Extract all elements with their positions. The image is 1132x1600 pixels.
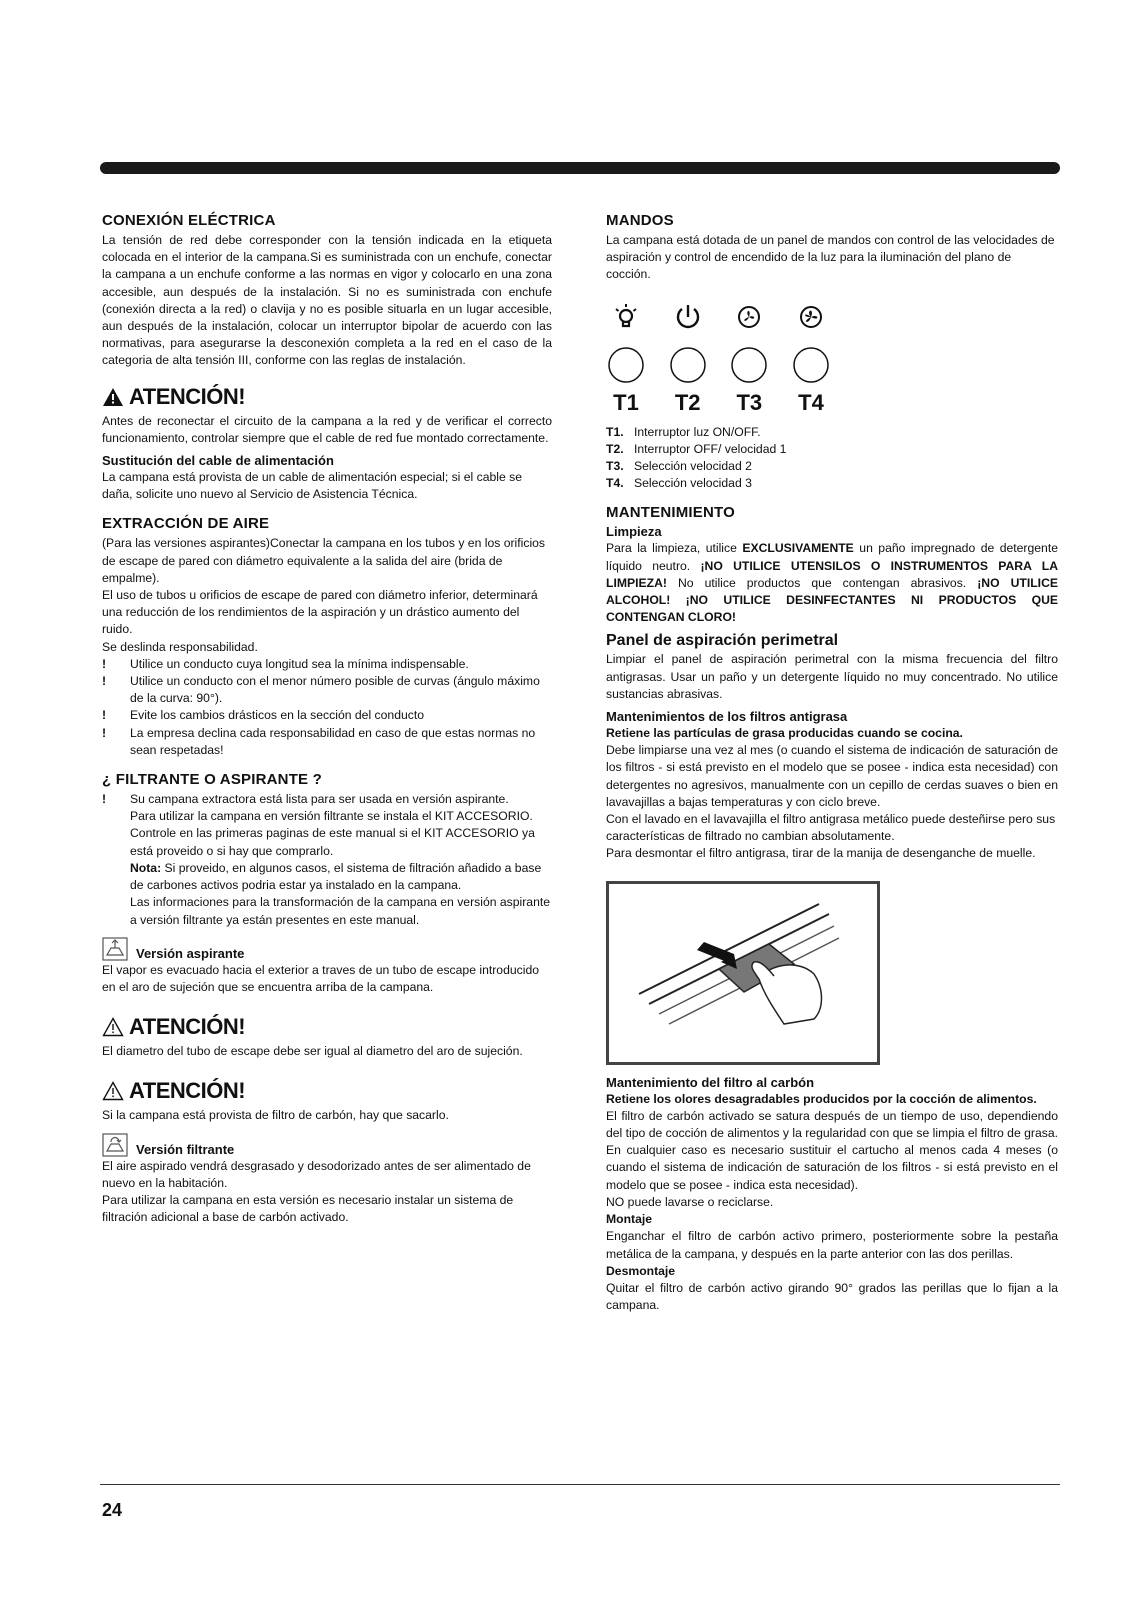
button-t4	[791, 345, 831, 385]
legend-text: Selección velocidad 3	[634, 476, 752, 491]
legend-item	[606, 441, 1058, 458]
nota-label: Nota:	[130, 860, 162, 875]
mandos-body: La campana está dotada de un panel de mandos con control de las velocidades de aspiración y control de encendido de la luz para la iluminación del plano de cocción.	[606, 233, 1055, 282]
extraccion-p2: El uso de tubos u orificios de escape de pared con diámetro inferior, determinará una reducción de los rendimientos de la aspiración y un drástico aumento del ruido.	[102, 588, 538, 637]
antigrasa-title: Mantenimientos de los filtros antigrasa	[606, 709, 848, 725]
label-t4: T4	[798, 389, 824, 415]
legend-key: T2.	[606, 441, 624, 456]
montaje-title: Montaje	[606, 1212, 653, 1227]
legend-text: Selección velocidad 2	[634, 459, 752, 474]
limpieza-body	[606, 540, 1058, 626]
carbon-sub: Retiene los olores desagradables producidos por la cocción de alimentos.	[606, 1091, 1037, 1106]
atencion3-body: Si la campana está provista de filtro de carbón, hay que sacarlo.	[102, 1108, 449, 1123]
legend-key: T4.	[606, 476, 624, 491]
power-icon	[673, 302, 703, 332]
limpieza-title: Limpieza	[606, 524, 662, 540]
button-t3	[729, 345, 769, 385]
warning-filled-icon	[102, 387, 124, 407]
antigrasa-p2: Con el lavado en el lavavajilla el filtro antigrasa metálico puede desteñirse pero sus características de filtrado no cambian absolutamente.	[606, 812, 1056, 844]
left-column	[102, 212, 552, 1226]
legend-item	[606, 458, 1058, 475]
filtrante-version-title: Versión filtrante	[136, 1141, 235, 1157]
section-title-mantenimiento: MANTENIMIENTO	[606, 504, 735, 522]
legend-text: Interruptor luz ON/OFF.	[634, 424, 761, 439]
filtrante-l3: Las informaciones para la transformación de la campana en versión aspirante a versión filtrante ya están presentes en este manual.	[130, 895, 551, 927]
limpieza-text-c: un paño impregnado de detergente líquido neutro.	[606, 541, 1058, 573]
carbon-p1: El filtro de carbón activado se satura después de un tiempo de uso, dependiendo del tipo de cocción de alimentos y la regularidad con que se limpia el filtro de grasa. En cualquier caso es necesario sustituir el cartucho al menos cada 4 meses (o cuando el sistema de indicación de saturación de los filtros - si está previsto en el modelo que se posee - indica esta necesidad).	[606, 1108, 1058, 1192]
warning-heading-2	[102, 1014, 552, 1040]
filter-removal-illustration	[606, 881, 880, 1065]
top-divider-bar	[100, 162, 1060, 174]
control-labels-row	[606, 390, 831, 416]
filtrante-l2: Controle en las primeras paginas de este manual si el KIT ACCESORIO ya está proveido o si hay que comprarlo.	[130, 826, 535, 858]
fan-speed-2-icon	[734, 302, 764, 332]
carbon-title: Mantenimiento del filtro al carbón	[606, 1074, 815, 1090]
warning-title-2: ATENCIÓN!	[129, 1014, 246, 1040]
legend-key: T1.	[606, 424, 624, 439]
control-icons-row	[606, 302, 831, 337]
label-t2: T2	[674, 389, 701, 415]
section-title-extraccion: EXTRACCIÓN DE AIRE	[102, 515, 270, 533]
fan-speed-3-icon	[796, 302, 826, 332]
filtrante-version-heading	[102, 1133, 552, 1157]
sustitucion-title: Sustitución del cable de alimentación	[102, 453, 334, 469]
list-item: ! Su campana extractora está lista para ser usada en versión aspirante.	[102, 791, 552, 808]
aspirante-body: El vapor es evacuado hacia el exterior a traves de un tubo de escape introducido en el aro de sujeción que se encuentra arriba de la campana.	[102, 962, 539, 994]
desmontaje-title: Desmontaje	[606, 1263, 676, 1278]
right-column	[606, 212, 1058, 1314]
filtrante-l1: Para utilizar la campana en versión filtrante se instala el KIT ACCESORIO.	[130, 809, 533, 824]
montaje-body: Enganchar el filtro de carbón activo primero, posteriormente sobre la pestaña metálica de la campana, y después en la parte anterior con las dos perillas.	[606, 1229, 1058, 1261]
desmontaje-body: Quitar el filtro de carbón activo girando 90° grados las perillas que lo fijan a la campana.	[606, 1280, 1058, 1313]
control-panel-diagram	[606, 302, 836, 416]
sustitucion-body: La campana está provista de un cable de alimentación especial; si el cable se daña, solicite uno nuevo al Servicio de Asistencia Técnica.	[102, 470, 523, 502]
nota-text: Si proveido, en algunos casos, el sistema de filtración añadido a base de carbones activos podria estar ya instalado en la campana.	[130, 860, 542, 893]
section-title-conexion: CONEXIÓN ELÉCTRICA	[102, 212, 276, 229]
filtrante-nota	[102, 860, 552, 894]
antigrasa-p3: Para desmontar el filtro antigrasa, tirar de la manija de desenganche de muelle.	[606, 846, 1036, 861]
warning-outline-icon	[102, 1017, 124, 1037]
extraccion-p3: Se deslinda responsabilidad.	[102, 639, 258, 654]
list-item: ! Utilice un conducto cuya longitud sea la mínima indispensable.	[102, 656, 552, 673]
warning-title-3: ATENCIÓN!	[129, 1078, 246, 1104]
atencion2-body: El diametro del tubo de escape debe ser igual al diametro del aro de sujeción.	[102, 1044, 523, 1059]
extraccion-p1: (Para las versiones aspirantes)Conectar la campana en los tubos y en los orificios de escape de pared con diámetro equivalente a la salida del aire (brida de empalme).	[102, 536, 546, 585]
button-t1	[606, 345, 646, 385]
warning-outline-icon	[102, 1081, 124, 1101]
antigrasa-p1: Debe limpiarse una vez al mes (o cuando el sistema de indicación de saturación de los filtros - si está previsto en el modelo que se posee - indica esta necesidad) con detergentes no agresivos, manualmente con un cepillo de cerdas suaves o bien en lavavajillas a bajas temperaturas y con ciclo breve.	[606, 743, 1058, 809]
filtrante-version-p2: Para utilizar la campana en esta versión es necesario instalar un sistema de filtración adicional a base de carbón activado.	[102, 1192, 514, 1225]
panel-title: Panel de aspiración perimetral	[606, 632, 839, 650]
carbon-p2: NO puede lavarse o reciclarse.	[606, 1194, 774, 1209]
legend-item	[606, 424, 1058, 441]
extraction-mode-icon	[102, 937, 128, 961]
list-item: ! La empresa declina cada responsabilidad en caso de que estas normas no sean respetadas!	[102, 725, 552, 759]
footer-divider	[100, 1484, 1060, 1485]
warning-title-1: ATENCIÓN!	[129, 383, 246, 409]
warning-heading-1	[102, 384, 552, 410]
limpieza-text-d: ¡NO UTILICE UTENSILOS O INSTRUMENTOS PARA LA LIMPIEZA!	[606, 558, 1058, 590]
grease-filter-hand-icon	[609, 884, 877, 1062]
list-item: ! Evite los cambios drásticos en la sección del conducto	[102, 707, 552, 724]
aspirante-heading	[102, 937, 552, 961]
list-item: ! Utilice un conducto con el menor número posible de curvas (ángulo máximo de la curva: 90°).	[102, 673, 552, 707]
section-title-filtrante: ¿ FILTRANTE O ASPIRANTE ?	[102, 771, 322, 789]
button-t2	[668, 345, 708, 385]
light-bulb-icon	[611, 302, 641, 332]
antigrasa-sub: Retiene las partículas de grasa producidas cuando se cocina.	[606, 726, 963, 741]
warning-heading-3	[102, 1078, 552, 1104]
limpieza-text-b: EXCLUSIVAMENTE	[742, 541, 854, 556]
page-number: 24	[102, 1500, 123, 1520]
control-buttons-row	[606, 345, 831, 390]
limpieza-text-a: Para la limpieza, utilice	[606, 541, 743, 556]
section-title-mandos: MANDOS	[606, 212, 674, 229]
filtrante-list	[102, 791, 552, 808]
extraccion-list	[102, 656, 552, 759]
legend-key: T3.	[606, 459, 624, 474]
control-legend	[606, 424, 1058, 493]
conexion-body: La tensión de red debe corresponder con la tensión indicada en la etiqueta colocada en el interior de la campana.Si es suministrada con un enchufe, conectar la campana a un enchufe conforme a las normas en vigor y colocarlo en una zona accesible, aun después de la instalación. Si no es suministrada con enchufe (conexión directa a la red) o clavija y no es posible situarla en un lugar accesible, aun después de la instalación, colocar un interruptor bipolar de acuerdo con las normativas, para asegurarse la desconexión completa a la red en el caso de la categoria de alta tensión III, conforme con las reglas de instalación.	[102, 233, 552, 368]
filtrante-version-p1: El aire aspirado vendrá desgrasado y desodorizado antes de ser alimentado de nuevo en la habitación.	[102, 1158, 531, 1190]
legend-text: Interruptor OFF/ velocidad 1	[634, 441, 787, 456]
aspirante-title: Versión aspirante	[136, 945, 245, 961]
limpieza-text-f: ¡NO UTILICE ALCOHOL! ¡NO UTILICE DESINFECTANTES NI PRODUCTOS QUE CONTENGAN CLORO!	[606, 575, 1058, 625]
recirculation-mode-icon	[102, 1133, 128, 1157]
label-t1: T1	[613, 389, 639, 415]
limpieza-text-e: No utilice productos que contengan abrasivos.	[666, 575, 978, 590]
legend-item	[606, 475, 1058, 492]
panel-body: Limpiar el panel de aspiración perimetral con la misma frecuencia del filtro antigrasas. Usar un paño y un detergente líquido no muy concentrado. No utilice sustancias abrasivas.	[606, 652, 1058, 701]
atencion1-body: Antes de reconectar el circuito de la campana a la red y de verificar el correcto funcionamiento, controlar siempre que el cable de red fue montado correctamente.	[102, 413, 552, 445]
label-t3: T3	[736, 389, 763, 415]
